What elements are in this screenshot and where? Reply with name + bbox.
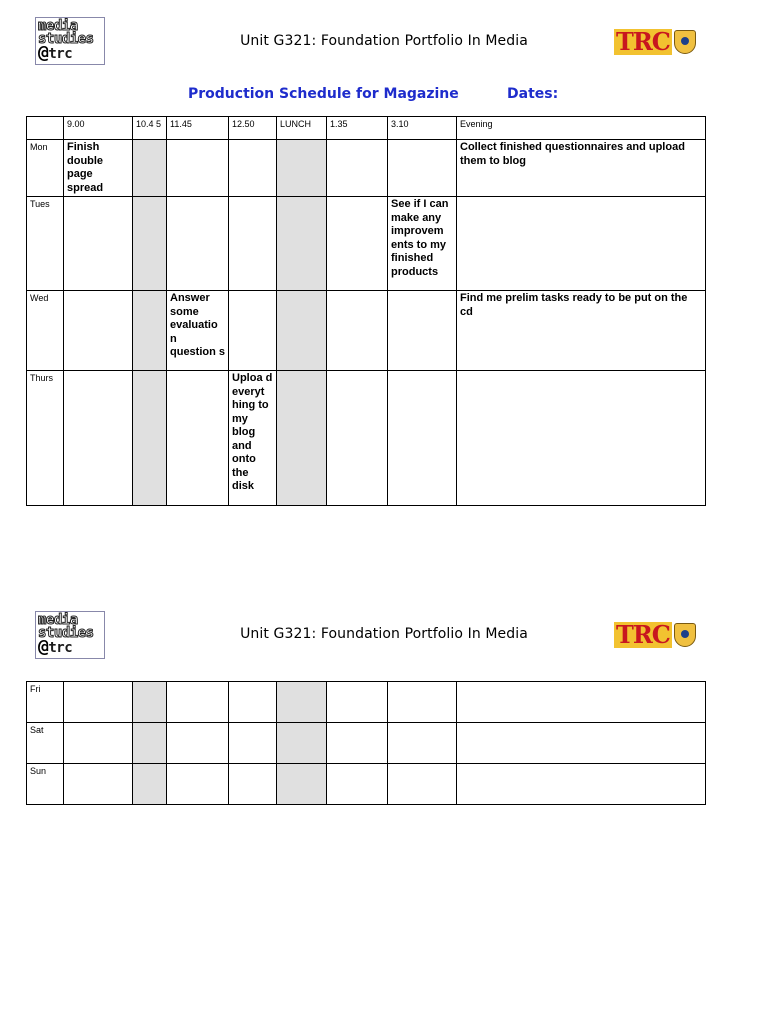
- schedule-cell: [229, 197, 277, 291]
- table-row: [27, 197, 706, 291]
- trc-logo-letters: TRC: [616, 27, 670, 56]
- schedule-cell: [327, 140, 388, 197]
- schedule-cell: Answer some evaluatio n question s: [167, 291, 229, 371]
- table-row: [27, 140, 706, 197]
- schedule-cell: [457, 682, 706, 723]
- schedule-cell: [388, 764, 457, 805]
- schedule-cell: [133, 140, 167, 197]
- schedule-cell: [133, 197, 167, 291]
- page-title: Unit G321: Foundation Portfolio In Media: [240, 33, 528, 49]
- column-header-10-45: 10.4 5: [133, 117, 167, 140]
- page-title: Unit G321: Foundation Portfolio In Media: [240, 626, 528, 642]
- schedule-cell: [167, 140, 229, 197]
- schedule-cell: [457, 764, 706, 805]
- schedule-cell: [277, 764, 327, 805]
- table-row: [27, 764, 706, 805]
- schedule-table-continued: [26, 681, 706, 805]
- schedule-cell: [388, 371, 457, 506]
- schedule-cell: [457, 197, 706, 291]
- schedule-cell: [229, 682, 277, 723]
- schedule-cell: Find me prelim tasks ready to be put on the cd: [457, 291, 706, 371]
- day-label: Sat: [27, 723, 64, 764]
- column-header-9-00: 9.00: [64, 117, 133, 140]
- schedule-cell: [327, 682, 388, 723]
- table-row: [27, 682, 706, 723]
- crest-icon: [674, 623, 696, 647]
- day-label: Mon: [27, 140, 64, 197]
- day-label: Sun: [27, 764, 64, 805]
- schedule-cell: Collect finished questionnaires and upload them to blog: [457, 140, 706, 197]
- schedule-cell: [388, 723, 457, 764]
- schedule-cell: [167, 764, 229, 805]
- schedule-cell: [167, 682, 229, 723]
- logo-line-media: media: [38, 612, 78, 628]
- schedule-cell: Finish double page spread: [64, 140, 133, 197]
- day-label: Thurs: [27, 371, 64, 506]
- day-label: Fri: [27, 682, 64, 723]
- schedule-cell: [327, 723, 388, 764]
- schedule-cell: [229, 140, 277, 197]
- column-header-lunch: LUNCH: [277, 117, 327, 140]
- column-header-1-35: 1.35: [327, 117, 388, 140]
- schedule-cell: [388, 682, 457, 723]
- schedule-cell: [277, 140, 327, 197]
- schedule-cell: [277, 723, 327, 764]
- logo-line-studies: studies: [38, 625, 94, 641]
- schedule-title: Production Schedule for Magazine: [188, 86, 459, 102]
- schedule-cell: [133, 723, 167, 764]
- crest-icon: [674, 30, 696, 54]
- schedule-cell: [229, 764, 277, 805]
- schedule-cell: [277, 371, 327, 506]
- schedule-cell: [64, 291, 133, 371]
- column-header-11-45: 11.45: [167, 117, 229, 140]
- schedule-cell: [327, 291, 388, 371]
- schedule-cell: [229, 723, 277, 764]
- schedule-cell: [64, 764, 133, 805]
- column-header-evening: Evening: [457, 117, 706, 140]
- schedule-cell: [327, 764, 388, 805]
- column-header-3-10: 3.10: [388, 117, 457, 140]
- schedule-cell: [277, 291, 327, 371]
- schedule-cell: [388, 140, 457, 197]
- schedule-cell: [64, 723, 133, 764]
- schedule-cell: [133, 371, 167, 506]
- schedule-cell: [277, 197, 327, 291]
- schedule-cell: See if I can make any improvem ents to my finished products: [388, 197, 457, 291]
- column-header-day: [27, 117, 64, 140]
- schedule-cell: [277, 682, 327, 723]
- trc-logo-letters: TRC: [616, 620, 670, 649]
- schedule-cell: [327, 371, 388, 506]
- schedule-cell: [64, 197, 133, 291]
- schedule-cell: [457, 723, 706, 764]
- table-row: [27, 371, 706, 506]
- logo-line-trc: @trc: [38, 42, 73, 63]
- schedule-cell: [229, 291, 277, 371]
- day-label: Wed: [27, 291, 64, 371]
- schedule-cell: [133, 291, 167, 371]
- schedule-cell: [167, 371, 229, 506]
- schedule-cell: [327, 197, 388, 291]
- dates-label: Dates:: [507, 86, 559, 102]
- column-header-12-50: 12.50: [229, 117, 277, 140]
- logo-line-media: media: [38, 18, 78, 34]
- schedule-cell: Uploa d everyt hing to my blog and onto the disk: [229, 371, 277, 506]
- schedule-cell: [457, 371, 706, 506]
- day-label: Tues: [27, 197, 64, 291]
- trc-logo: [614, 622, 704, 648]
- schedule-cell: [133, 764, 167, 805]
- table-row: [27, 291, 706, 371]
- table-row: [27, 723, 706, 764]
- logo-line-studies: studies: [38, 31, 94, 47]
- schedule-cell: [388, 291, 457, 371]
- schedule-cell: [167, 723, 229, 764]
- schedule-cell: [167, 197, 229, 291]
- schedule-table: [26, 116, 706, 506]
- schedule-cell: [133, 682, 167, 723]
- logo-line-trc: @trc: [38, 636, 73, 657]
- trc-logo: [614, 29, 704, 55]
- schedule-cell: [64, 371, 133, 506]
- schedule-cell: [64, 682, 133, 723]
- header-row: [27, 117, 706, 140]
